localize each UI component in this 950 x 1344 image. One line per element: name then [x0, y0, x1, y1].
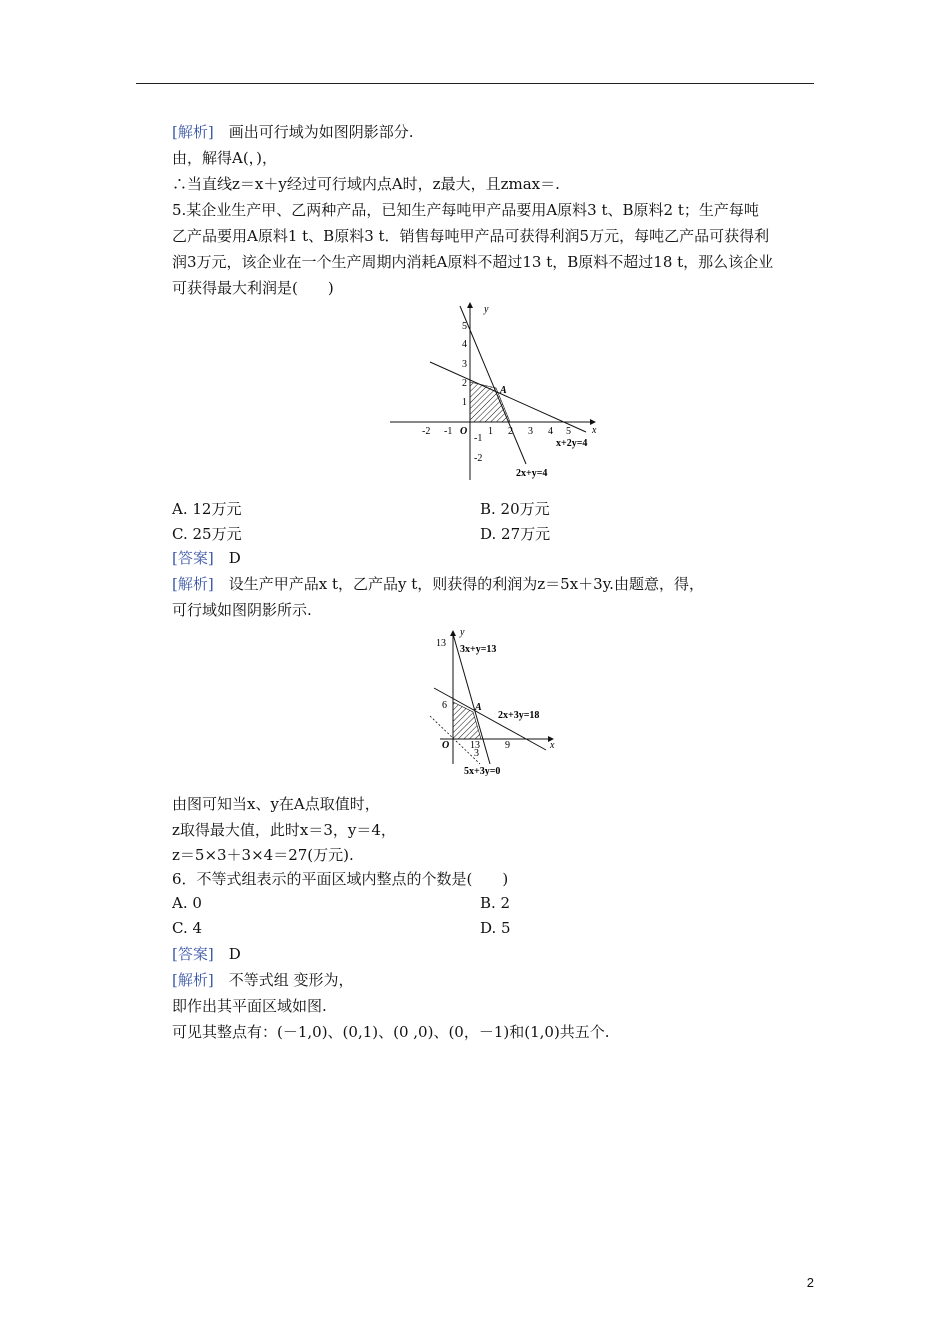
- x-tick-5: 5: [566, 426, 571, 437]
- analysis-tag: [解析]: [172, 971, 214, 989]
- x-tick-13-3: 13: [470, 740, 480, 751]
- x-axis-label: x: [592, 425, 597, 436]
- y-tick-6: 6: [442, 700, 447, 711]
- q5-stem-line2: 乙产品要用A原料1 t、B原料3 t．销售每吨甲产品可获得利润5万元，每吨乙产品可获得利: [172, 227, 770, 245]
- analysis-text: 设生产甲产品x t，乙产品y t，则获得的利润为z＝5x＋3y.由题意，得，: [213, 575, 704, 593]
- line1-label: x+2y=4: [556, 438, 588, 449]
- q5-stem-line1: 5.某企业生产甲、乙两种产品，已知生产每吨甲产品要用A原料3 t、B原料2 t；生产每吨: [172, 201, 759, 219]
- y-axis-label: y: [460, 627, 465, 638]
- q5-conclusion1: 由图可知当x、y在A点取值时，: [172, 795, 380, 813]
- page-number: 2: [806, 1275, 814, 1290]
- y-tick-5: 5: [462, 321, 467, 332]
- q4-analysis-line: [172, 122, 414, 142]
- x-tick-4: 4: [548, 426, 553, 437]
- q5-analysis-line2: 可行域如图阴影所示.: [172, 601, 312, 619]
- q5-option-b: B. 20万元: [480, 500, 550, 518]
- q5-answer-line: [172, 548, 241, 568]
- y-tick-1: 1: [462, 397, 467, 408]
- answer-tag: [答案]: [172, 945, 214, 963]
- line2-label: 2x+3y=18: [498, 710, 540, 721]
- q6-option-d: D. 5: [480, 919, 511, 937]
- point-a-label: A: [500, 385, 507, 396]
- analysis-text: 不等式组 变形为，: [213, 971, 354, 989]
- x-tick-neg2: -2: [422, 426, 431, 437]
- line2-label: 2x+y=4: [516, 468, 548, 479]
- analysis-tag: [解析]: [172, 575, 214, 593]
- q5-conclusion3: z＝5×3＋3×4＝27(万元).: [172, 846, 354, 864]
- analysis-text: 画出可行域为如图阴影部分.: [213, 123, 414, 141]
- q6-stem: 6．不等式组表示的平面区域内整点的个数是( ): [172, 870, 509, 888]
- q6-option-b: B. 2: [480, 894, 511, 912]
- q5-analysis-line1: [172, 574, 704, 594]
- q5-option-c: C. 25万元: [172, 525, 242, 543]
- line1-label: 3x+y=13: [460, 644, 497, 655]
- q6-analysis-line3: 可见其整点有：(－1,0)、(0,1)、(0 ,0)、(0，－1)和(1,0)共五个.: [172, 1023, 610, 1041]
- x-tick-2: 2: [508, 426, 513, 437]
- y-tick-neg1: -1: [474, 433, 483, 444]
- figure-1-graph: [386, 300, 602, 490]
- q5-option-d: D. 27万元: [480, 525, 551, 543]
- y-tick-3: 3: [462, 359, 467, 370]
- q6-analysis-line1: [172, 970, 354, 990]
- x-tick-9: 9: [505, 740, 510, 751]
- q6-answer-line: [172, 944, 241, 964]
- x-axis-label: x: [550, 740, 555, 751]
- q5-stem-line3: 润3万元，该企业在一个生产周期内消耗A原料不超过13 t，B原料不超过18 t，那么该企业: [172, 253, 774, 271]
- x-tick-neg1: -1: [444, 426, 453, 437]
- figure-2-graph: [420, 624, 570, 776]
- x-tick-3: 3: [528, 426, 533, 437]
- q6-option-c: C. 4: [172, 919, 203, 937]
- q5-conclusion2: z取得最大值，此时x＝3，y＝4，: [172, 821, 396, 839]
- y-tick-neg2: -2: [474, 453, 483, 464]
- q4-line2: 由，解得A(，)，: [172, 149, 278, 167]
- answer-value: D: [213, 945, 241, 963]
- x-tick-13-3-den: 3: [474, 748, 479, 759]
- q5-stem-line4: 可获得最大利润是( ): [172, 279, 334, 297]
- q6-option-a: A. 0: [172, 894, 202, 912]
- origin-label: O: [460, 426, 468, 437]
- y-axis-arrow: [467, 302, 473, 308]
- origin-label: O: [442, 740, 450, 751]
- answer-value: D: [213, 549, 241, 567]
- q4-line3: ∴当直线z＝x＋y经过可行域内点A时，z最大，且zmax＝.: [172, 175, 560, 193]
- q5-option-a: A. 12万元: [172, 500, 242, 518]
- y-axis-label: y: [484, 304, 489, 315]
- line3-label: 5x+3y=0: [464, 766, 501, 776]
- answer-tag: [答案]: [172, 549, 214, 567]
- q6-analysis-line2: 即作出其平面区域如图.: [172, 997, 327, 1015]
- x-tick-1: 1: [488, 426, 493, 437]
- analysis-tag: [解析]: [172, 123, 214, 141]
- point-a-label: A: [475, 702, 482, 713]
- y-tick-2: 2: [462, 378, 467, 389]
- y-tick-4: 4: [462, 339, 467, 350]
- y-tick-13: 13: [436, 638, 446, 649]
- header-rule: [136, 83, 814, 84]
